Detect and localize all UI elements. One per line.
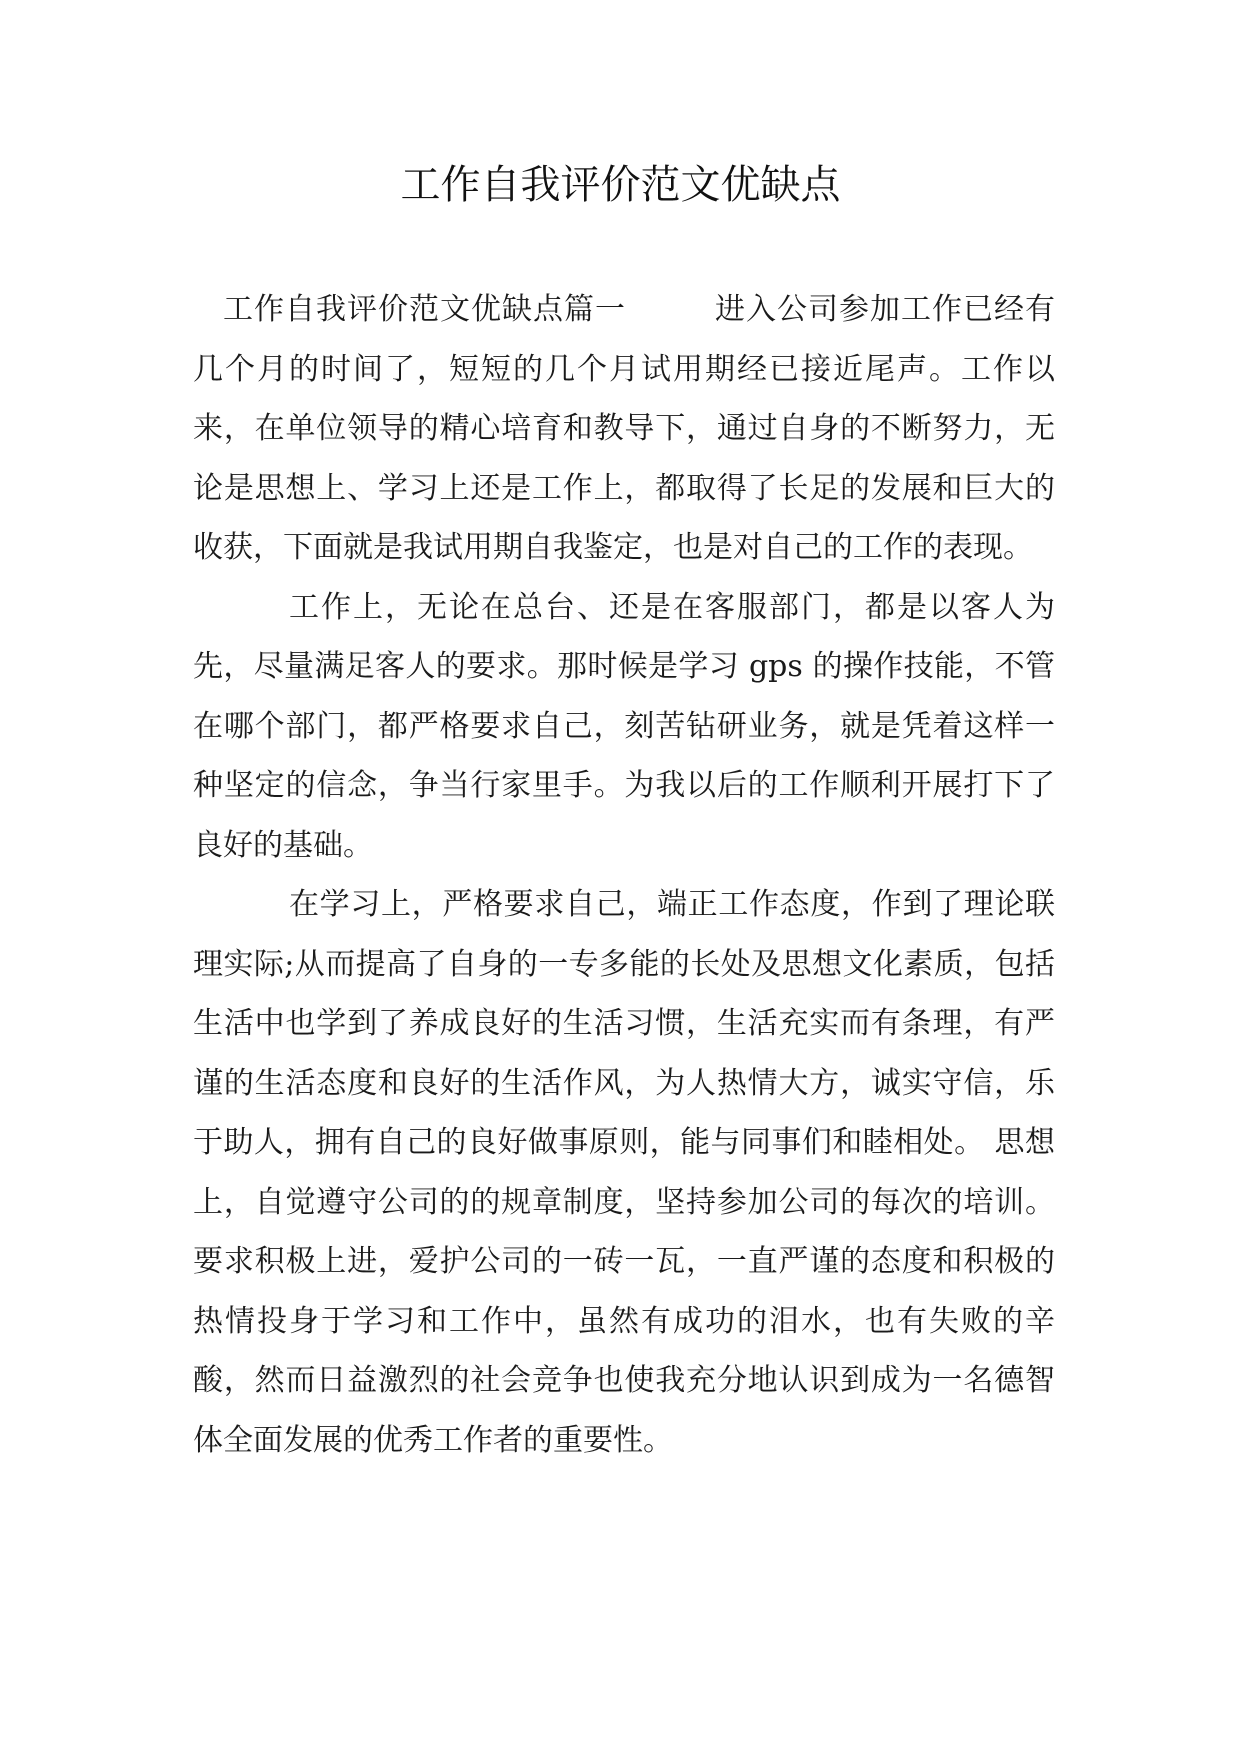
paragraph-2: 工作上，无论在总台、还是在客服部门，都是以客人为先，尽量满足客人的要求。那时候是学习 gps 的操作技能，不管在哪个部门，都严格要求自己，刻苦钻研业务，就是凭着这样一种坚定的信念，争当行家里手。为我以后的工作顺利开展打下了良好的基础。 xyxy=(193,589,1055,863)
paragraph-1 xyxy=(193,280,1055,578)
document-title: 工作自我评价范文优缺点 xyxy=(400,162,841,208)
document-body xyxy=(193,280,1055,1470)
paragraph-3: 在学习上，严格要求自己，端正工作态度，作到了理论联理实际;从而提高了自身的一专多能的长处及思想文化素质，包括生活中也学到了养成良好的生活习惯，生活充实而有条理，有严谨的生活态度和良好的生活作风，为人热情大方，诚实守信，乐于助人，拥有自己的良好做事原则，能与同事们和睦相处。 思想上，自觉遵守公司的的规章制度，坚持参加公司的每次的培训。要求积极上进，爱护公司的一砖一瓦，一直严谨的态度和积极的热情投身于学习和工作中，虽然有成功的泪水，也有失败的辛酸，然而日益激烈的社会竞争也使我充分地认识到成为一名德智体全面发展的优秀工作者的重要性。 xyxy=(193,887,1055,1458)
paragraph-1-text: 进入公司参加工作已经有几个月的时间了，短短的几个月试用期经已接近尾声。工作以来，在单位领导的精心培育和教导下，通过自身的不断努力，无论是思想上、学习上还是工作上，都取得了长足的发展和巨大的收获，下面就是我试用期自我鉴定，也是对自己的工作的表现。 xyxy=(193,292,1055,565)
section-heading: 工作自我评价范文优缺点篇一 xyxy=(223,292,626,327)
